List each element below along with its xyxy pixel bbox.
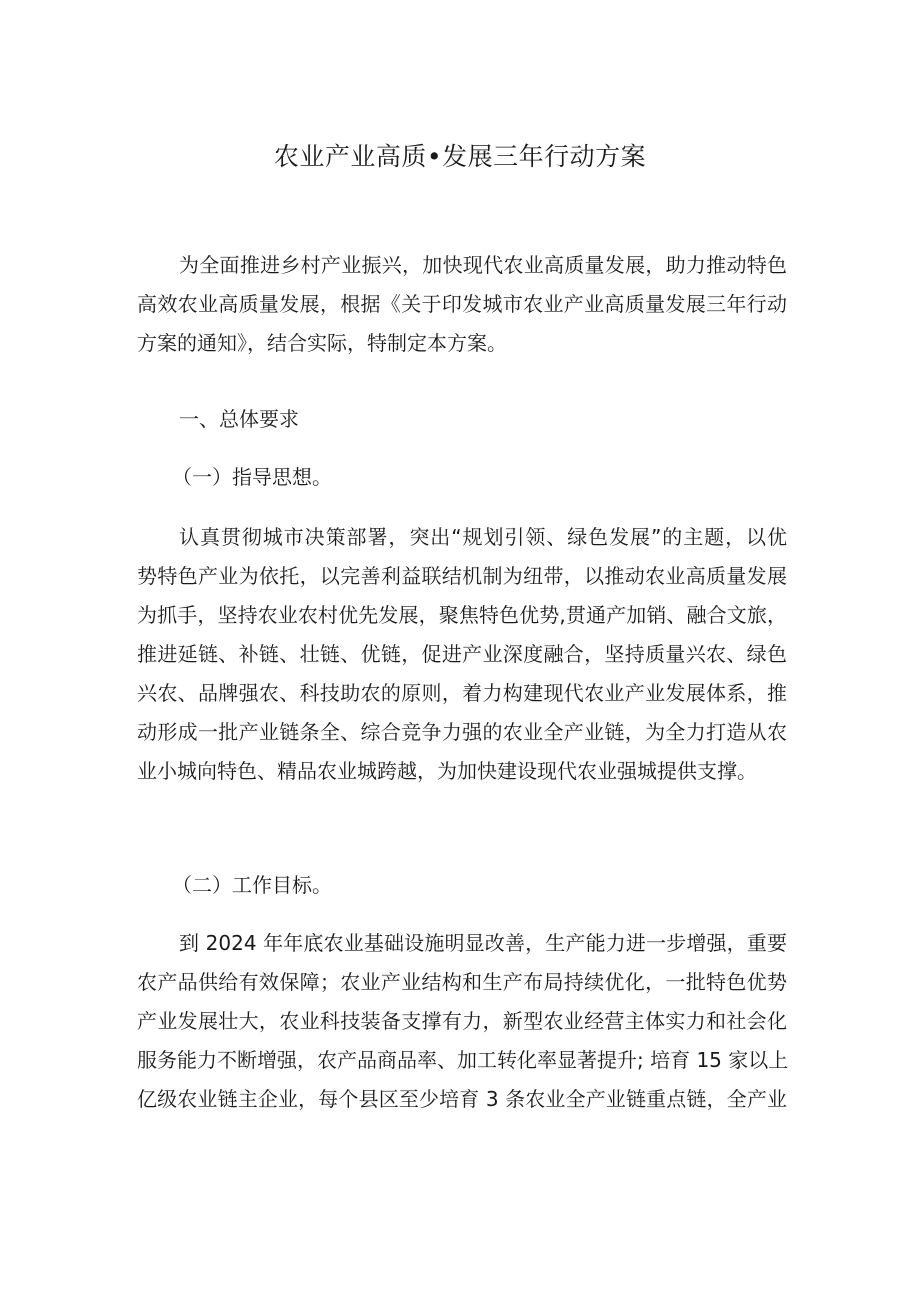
paragraph-line: 到 2024 年年底农业基础设施明显改善，生产能力进一步增强，重要 [179, 931, 787, 955]
paragraph-line: 认真贯彻城市决策部署，突出“规划引领、绿色发展”的主题，以优 [179, 525, 787, 549]
paragraph-line: 动形成一批产业链条全、综合竞争力强的农业全产业链，为全力打造从农 [137, 720, 787, 744]
paragraph-line: 亿级农业链主企业，每个县区至少培育 3 条农业全产业链重点链，全产业 [137, 1087, 787, 1111]
guiding-ideology-paragraph [137, 518, 787, 791]
document-title: 农业产业高质•发展三年行动方案 [273, 142, 647, 171]
paragraph-line: 兴农、品牌强农、科技助农的原则，着力构建现代农业产业发展体系，推 [137, 681, 787, 705]
paragraph-line: 推进延链、补链、壮链、优链，促进产业深度融合，坚持质量兴农、绿色 [137, 642, 787, 666]
work-goals-paragraph [137, 924, 787, 1119]
paragraph-line: 服务能力不断增强，农产品商品率、加工转化率显著提升; 培育 15 家以上 [137, 1048, 789, 1072]
paragraph-line: 为抓手，坚持农业农村优先发展，聚焦特色优势,贯通产加销、融合文旅， [137, 603, 787, 627]
intro-line: 为全面推进乡村产业振兴，加快现代农业高质量发展，助力推动特色 [179, 253, 787, 277]
intro-line: 方案的通知》，结合实际，特制定本方案。 [137, 331, 507, 355]
paragraph-line: 产业发展壮大，农业科技装备支撑有力，新型农业经营主体实力和社会化 [137, 1009, 787, 1033]
paragraph-line: 业小城向特色、精品农业城跨越，为加快建设现代农业强城提供支撑。 [137, 759, 757, 783]
paragraph-line: 势特色产业为依托，以完善利益联结机制为纽带，以推动农业高质量发展 [137, 564, 787, 588]
subsection-heading-guiding-ideology: （一）指导思想。 [172, 465, 332, 489]
intro-line: 高效农业高质量发展，根据《关于印发城市农业产业高质量发展三年行动 [137, 292, 787, 316]
paragraph-line: 农产品供给有效保障；农业产业结构和生产布局持续优化，一批特色优势 [137, 970, 787, 994]
intro-paragraph [137, 246, 787, 363]
subsection-heading-work-goals: （二）工作目标。 [172, 873, 332, 897]
section-heading-general-requirements: 一、总体要求 [179, 407, 299, 431]
